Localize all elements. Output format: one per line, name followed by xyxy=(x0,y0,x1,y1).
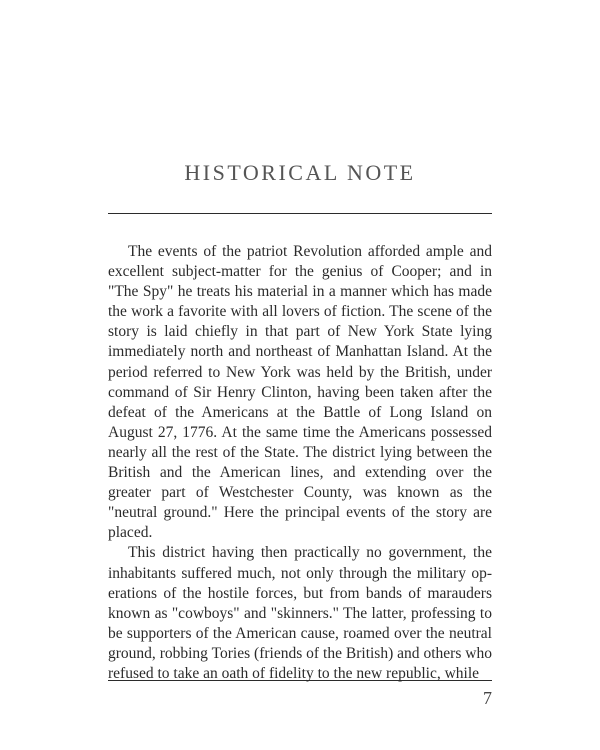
body-text xyxy=(108,242,492,684)
chapter-heading: HISTORICAL NOTE xyxy=(184,160,416,185)
bottom-divider xyxy=(108,680,492,681)
page-number: 7 xyxy=(483,688,492,708)
paragraph: The events of the patriot Revolution afforded ample and excellent subject-matter for the genius of Cooper; and in "The Spy" he treats his material in a manner which has made the work a favorite with all lovers of fiction. The scene of the story is laid chiefly in that part of New York State lying immediately north and northeast of Manhattan Island. At the period referred to New York was held by the British, under command of Sir Henry Clinton, having been taken after the defeat of the Americans at the Battle of Long Island on August 27, 1776. At the same time the Americans possessed nearly all the rest of the State. The district lying between the British and the American lines, and extending over the greater part of Westchester County, was known as the "neutral ground." Here the principal events of the story are placed. xyxy=(108,243,492,542)
paragraph: This district having then practically no government, the inhabitants suffered much, not only through the military operations of the hostile forces, but from bands of marauders known as "cowboys" and "skinners." The latter, professing to be supporters of the American cause, roamed over the neutral ground, robbing Tories (friends of the British) and others who refused to take an oath of fidelity to the new republic, while xyxy=(108,544,492,682)
top-divider xyxy=(108,213,492,214)
